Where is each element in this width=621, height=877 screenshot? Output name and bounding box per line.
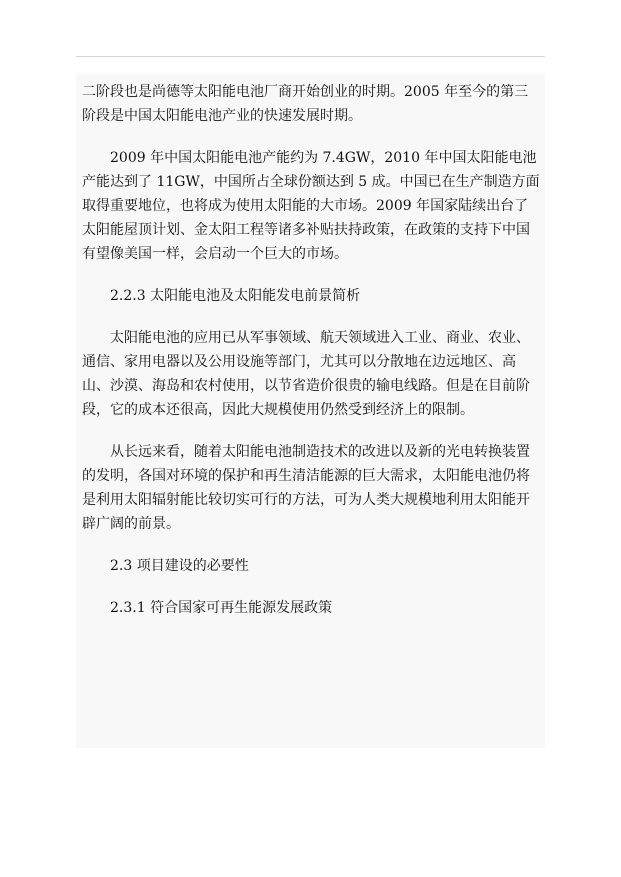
section-heading-2-3-1: 2.3.1 符合国家可再生能源发展政策 — [110, 600, 333, 616]
paragraph-applications: 太阳能电池的应用已从军事领域、航天领域进入工业、商业、农业、通信、家用电器以及公用设施等部门，尤其可以分散地在边远地区、高山、沙漠、海岛和农村使用，以节省造价很贵的输电线路。但是在目前阶段，它的成本还很高，因此大规模使用仍然受到经济上的限制。 — [82, 330, 530, 418]
section-heading-2-3: 2.3 项目建设的必要性 — [110, 558, 249, 574]
section-heading-2-2-3: 2.2.3 太阳能电池及太阳能发电前景简析 — [110, 288, 361, 304]
paragraph-capacity: 2009 年中国太阳能电池产能约为 7.4GW，2010 年中国太阳能电池产能达到了 11GW，中国所占全球份额达到 5 成。中国已在生产制造方面取得重要地位，也将成为使用太阳能的大市场。2009 年国家陆续出台了太阳能屋顶计划、金太阳工程等诸多补贴扶持政策，在政策的支持下中国有望像美国一样，会启动一个巨大的市场。 — [82, 150, 540, 262]
document-body — [76, 74, 545, 748]
paragraph-outlook: 从长远来看，随着太阳能电池制造技术的改进以及新的光电转换装置的发明，各国对环境的保护和再生清洁能源的巨大需求，太阳能电池仍将是利用太阳辐射能比较切实可行的方法，可为人类大规模地利用太阳能开辟广阔的前景。 — [82, 444, 530, 532]
paragraph-continuation: 二阶段也是尚德等太阳能电池厂商开始创业的时期。2005 年至今的第三阶段是中国太阳能电池产业的快速发展时期。 — [82, 84, 529, 124]
header-rule — [76, 56, 545, 57]
